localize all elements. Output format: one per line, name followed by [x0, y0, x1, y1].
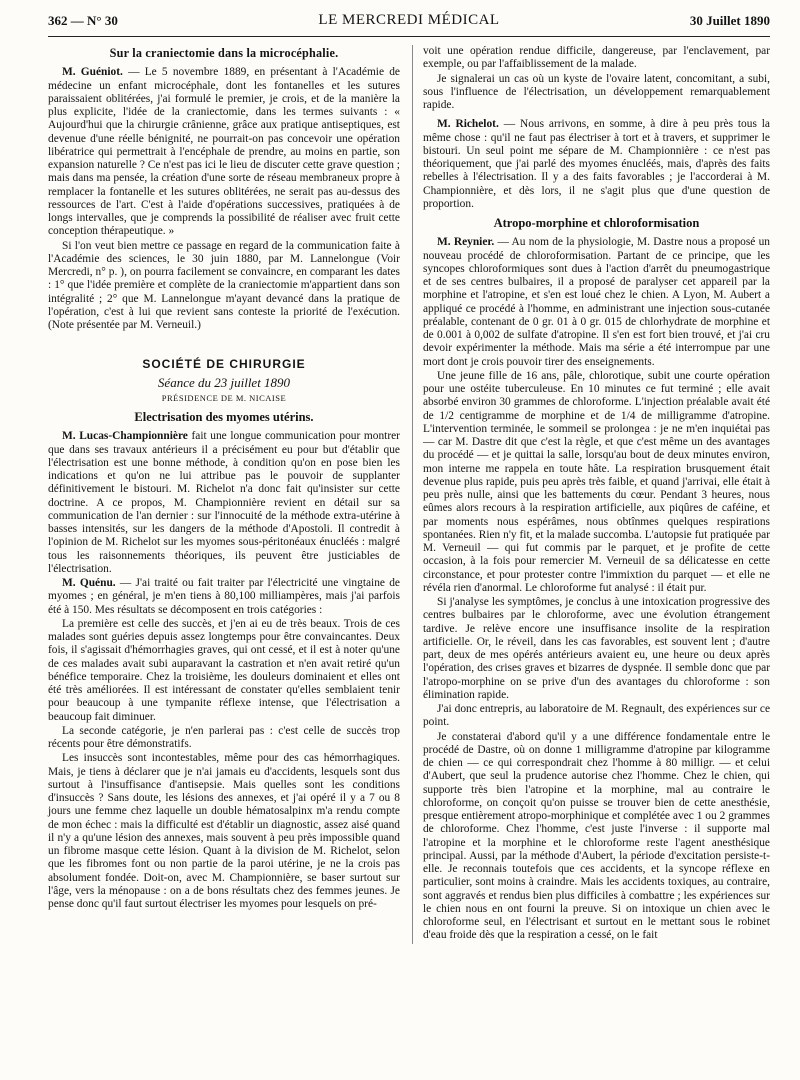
paragraph: Si j'analyse les symptômes, je conclus à une intoxication progressive des centres bulbaires par le chloroforme, avec une évolution étrangement tardive. Je relève encore une insuffisance insolite de la respiration artificielle. Or, le réveil, dans les cas favorables, est souvent lent ; d'autre part, deux de mes opérés antérieurs avaient eu, une heure ou deux après l'opération, des crises graves et bizarres de dyspnée. Il semble donc que par l'atropo-morphine on se prive d'un des avantages du chloroforme : son élimination rapide.	[422, 596, 770, 701]
paragraph: M. Quénu. — J'ai traité ou fait traiter par l'électricité une vingtaine de myomes ; en général, je m'en tiens à 80,100 milliampères, mais j'ai parfois été à 150. Mes résultats se décomposent en trois catégories :	[48, 577, 400, 616]
paragraph: M. Reynier. — Au nom de la physiologie, M. Dastre nous a proposé un nouveau procédé de chloroformisation. Partant de ce principe, que les syncopes chloroformiques sont dues à l'action d'arrêt du pneumogastrique et de ses centres bulbaires, il a proposé de paralyser cet appareil par la morphine et l'atropine, et s'en est loué chez le chien. A Lyon, M. Aubert a appliqué ce procédé à l'homme, en administrant une injection sous-cutanée préalable, contenant de 0 gr. 01 à 0 gr. 015 de chlorhydrate de morphine et de 0.001 à 0,002 de sulfate d'atropine. Il s'en est fort bien trouvé, et j'ai cru devoir expérimenter la méthode. Mais ma série a été interrompue par une mort dont je crois pouvoir tirer des enseignements.	[422, 236, 770, 368]
article-columns	[48, 45, 770, 944]
session-date: Séance du 23 juillet 1890	[157, 374, 291, 390]
section-title-craniectomie: Sur la craniectomie dans la microcéphalie.	[109, 46, 339, 60]
issue-date: 30 Juillet 1890	[689, 13, 770, 28]
journal-title: LE MERCREDI MÉDICAL	[318, 12, 500, 28]
speaker-name: M. Guéniot.	[62, 66, 123, 79]
paragraph: Je constaterai d'abord qu'il y a une différence fondamentale entre le procédé de Dastre, où on donne 1 milligramme d'atropine par kilogramme de chien — ce qui correspondrait chez l'homme à 80 milligr. — et celui d'Aubert, que seul la prudence autorise chez l'homme. Chez le chien, qui supporte très bien l'atropine et la morphine, mal au contraire le chloroforme, on conçoit qu'on puisse se trouver bien de cette anesthésie, presque entièrement atropo-morphinique et complétée avec 1 ou 2 grammes de chloroforme. Chez l'homme, c'est juste l'inverse : il supporte mal l'atropine et la morphine et le chloroforme reste l'agent anesthésique principal. Aussi, par la méthode d'Aubert, la période d'excitation persiste-t-elle. Je reconnais toutefois que ces accidents, et la syncope réflexe en particulier, sont moins à craindre. Mais les accidents toxiques, au contraire, sont aggravés et rendus bien plus difficiles à combattre ; les expériences sur le chien nous en ont fourni la preuve. Si on intoxique un chien avec le chloroforme seul, en l'électrisant et surtout en le mettant sous le robinet d'eau froide dès que la respiration a cessé, on le fait	[422, 730, 770, 942]
subsection-title-electrisation: Electrisation des myomes utérins.	[134, 410, 314, 424]
speaker-name: M. Richelot.	[436, 118, 499, 131]
paragraph: M. Lucas-Championnière fait une longue communication pour montrer que dans ses travaux antérieurs il a précisément eu pour but d'établir que l'électrisation est une bonne méthode, à condition qu'on en pose bien les indications et qu'on ne lui attribue pas le pouvoir de supplanter définitivement le bistouri. M. Richelot n'a donc fait qu'insister sur cette doctrine. A ce propos, M. Championnière revient en détail sur sa communication de l'an dernier : sur l'innocuité de la méthode extra-utérine à basses intensités, sur les dangers de la méthode d'Apostoli. Il contredit à l'opinion de M. Richelot sur les myomes sous-péritonéaux énucléés : malgré tous les raisonnements théoriques, ils peuvent être justiciables de l'électrisation.	[48, 430, 400, 575]
presidency-line: PRÉSIDENCE DE M. NICAISE	[161, 392, 287, 403]
society-heading: SOCIÉTÉ DE CHIRURGIE	[142, 357, 306, 372]
paragraph: Une jeune fille de 16 ans, pâle, chlorotique, subit une courte opération pour une ostéite tuberculeuse. En 10 minutes ce fut terminé ; elle avait absorbé environ 30 grammes de chloroforme. L'injection préalable avait été de 1/2 centigramme de morphine et de 1/4 de milligramme d'atropine. L'intervention terminée, le sommeil se prolongea : je ne m'en inquiétai pas — car M. Dastre dit que c'est la règle, et que c'est même un des avantages du procédé — et je quittai la salle, lorsqu'au bout de deux minutes environ, mon interne me rappela en toute hâte. La respiration brusquement était devenue plus rapide, puis peu après très faible, et quand j'arrivai, elle était à peu près nulle, ainsi que les battements du cœur. Pendant 3 heures, nous eûmes alors recours à la respiration artificielle, aux piqûres de caféine, et par moments nous espérâmes, nous obtînmes quelques respirations spontanées. Rien n'y fit, et la malade succomba. L'autopsie fut pratiquée par M. Verneuil — qui fut commis par le parquet, et je profite de cette occasion, à la fois pour remercier M. Verneuil de sa délicatesse en cette circonstance, et pour protester contre l'immixtion du parquet — et elle ne révéla rien d'anormal. Le chloroforme fut analysé : il était pur.	[422, 369, 770, 594]
page-number: 362 — N° 30	[48, 13, 118, 28]
paragraph: J'ai donc entrepris, au laboratoire de M. Regnault, des expériences sur ce point.	[422, 703, 770, 729]
paragraph: M. Richelot. — Nous arrivons, en somme, à dire à peu près tous la même chose : qu'il ne faut pas électriser à tort et à travers, et supprimer le bistouri. Un seul point me sépare de M. Championnière : ce n'est pas théoriquement, que j'ai parlé des myomes énucléés, mais, d'après des faits rebelles à l'électrisation. Il y a des faits favorables ; je l'accorderai à M. Championnière, et dès lors, il ne s'agit plus que d'une question de proportion.	[422, 118, 770, 210]
paragraph: Je signalerai un cas où un kyste de l'ovaire latent, concomitant, a subi, sous l'influence de l'électrisation, un développement remarquablement rapide.	[422, 72, 770, 111]
speaker-name: M. Quénu.	[62, 577, 116, 589]
section-title-atropo-morphine: Atropo-morphine et chloroformisation	[493, 216, 700, 230]
left-column	[48, 45, 400, 944]
paragraph: Si l'on veut bien mettre ce passage en regard de la communication faite à l'Académie des sciences, le 30 juin 1880, par M. Lannelongue (Voir Mercredi, n° p. ), on pourra facilement se convaincre, en comparant les dates : 1° que l'idée première et complète de la craniectomie m'appartient dans son intégralité ; 2° que M. Lannelongue m'ayant devancé dans la pratique de l'opération, c'est à lui que revient sans conteste la priorité de l'exécution. (Note présentée par M. Verneuil.)	[48, 239, 400, 331]
speaker-name: M. Reynier.	[436, 236, 495, 249]
right-column	[412, 45, 770, 944]
paragraph: M. Guéniot. — Le 5 novembre 1889, en présentant à l'Académie de médecine un enfant microcéphale, dont les fontanelles et les sutures paraissaient oblitérées, j'ai formulé le premier, je crois, et de la manière la plus explicite, l'idée de la craniectomie, dans les termes suivants : « Aujourd'hui que la chirurgie crânienne, grâce aux pratique antiseptiques, est devenue d'une réelle bénignité, ne pourrait-on pas concevoir une opération libératrice qui permettrait à l'encéphale de prendre, au moins en partie, son expansion naturelle ? Ce n'est pas ici le lieu de discuter cette grave question ; mais dans ma pensée, la création d'une sorte de réseau membraneux propre à remplacer la fontanelle et les sutures oblitérées, ne serait pas au-dessus des ressources de l'art. C'est à l'aide d'opérations successives, pratiquées à de longs intervalles, que je comprends la possibilité de réaliser avec fruit cette conception thérapeutique. »	[48, 66, 400, 238]
paragraph: La seconde catégorie, je n'en parlerai pas : c'est celle de succès trop récents pour être démonstratifs.	[48, 724, 400, 750]
paragraph: voit une opération rendue difficile, dangereuse, par l'enclavement, par exemple, ou par l'affaiblissement de la malade.	[422, 45, 770, 71]
speaker-name: M. Lucas-Championnière	[62, 430, 188, 443]
paragraph: Les insuccès sont incontestables, même pour des cas hémorrhagiques. Mais, je tiens à déclarer que je n'ai jamais eu d'accidents, lesquels sont dus surtout à l'insuffisance d'antisepsie. Mais quelles sont les conditions d'insuccès ? Sans doute, les lésions des annexes, et j'ai opéré il y a 7 ou 8 jours une femme chez laquelle un double hématosalpinx m'a rendu compte de mon échec : mais la difficulté est d'établir un diagnostic, assez aisé quand il n'y a qu'une lésion des annexes, mais souvent à peu près impossible quand un fibrome masque cette lésion. Quant à la division de M. Richelot, selon que les fibromes font ou non partie de la paroi utérine, je ne la crois pas absolument fondée. Doit-on, avec M. Championnière, se baser surtout sur l'âge, vers la ménopause : on a de bons résultats chez des femmes jeunes. Je pense donc qu'il faut surtout électriser les myomes pour lesquels on pré-	[48, 752, 400, 910]
page-header	[48, 0, 770, 37]
paragraph: La première est celle des succès, et j'en ai eu de très beaux. Trois de ces malades sont guéries depuis assez longtemps pour être convaincantes. Deux fois, il s'agissait d'hémorrhagies graves, qui ont cessé, et il est à noter qu'une de ces malades avait subi auparavant la castration et n'en avait retiré qu'un bénéfice temporaire. Chez la troisième, les douleurs dominaient et elles ont été très améliorées. Il est intéressant de constater qu'elles semblaient tenir pour beaucoup à une tympanite réflexe intense, que l'électrisation a beaucoup fait diminuer.	[48, 617, 400, 723]
